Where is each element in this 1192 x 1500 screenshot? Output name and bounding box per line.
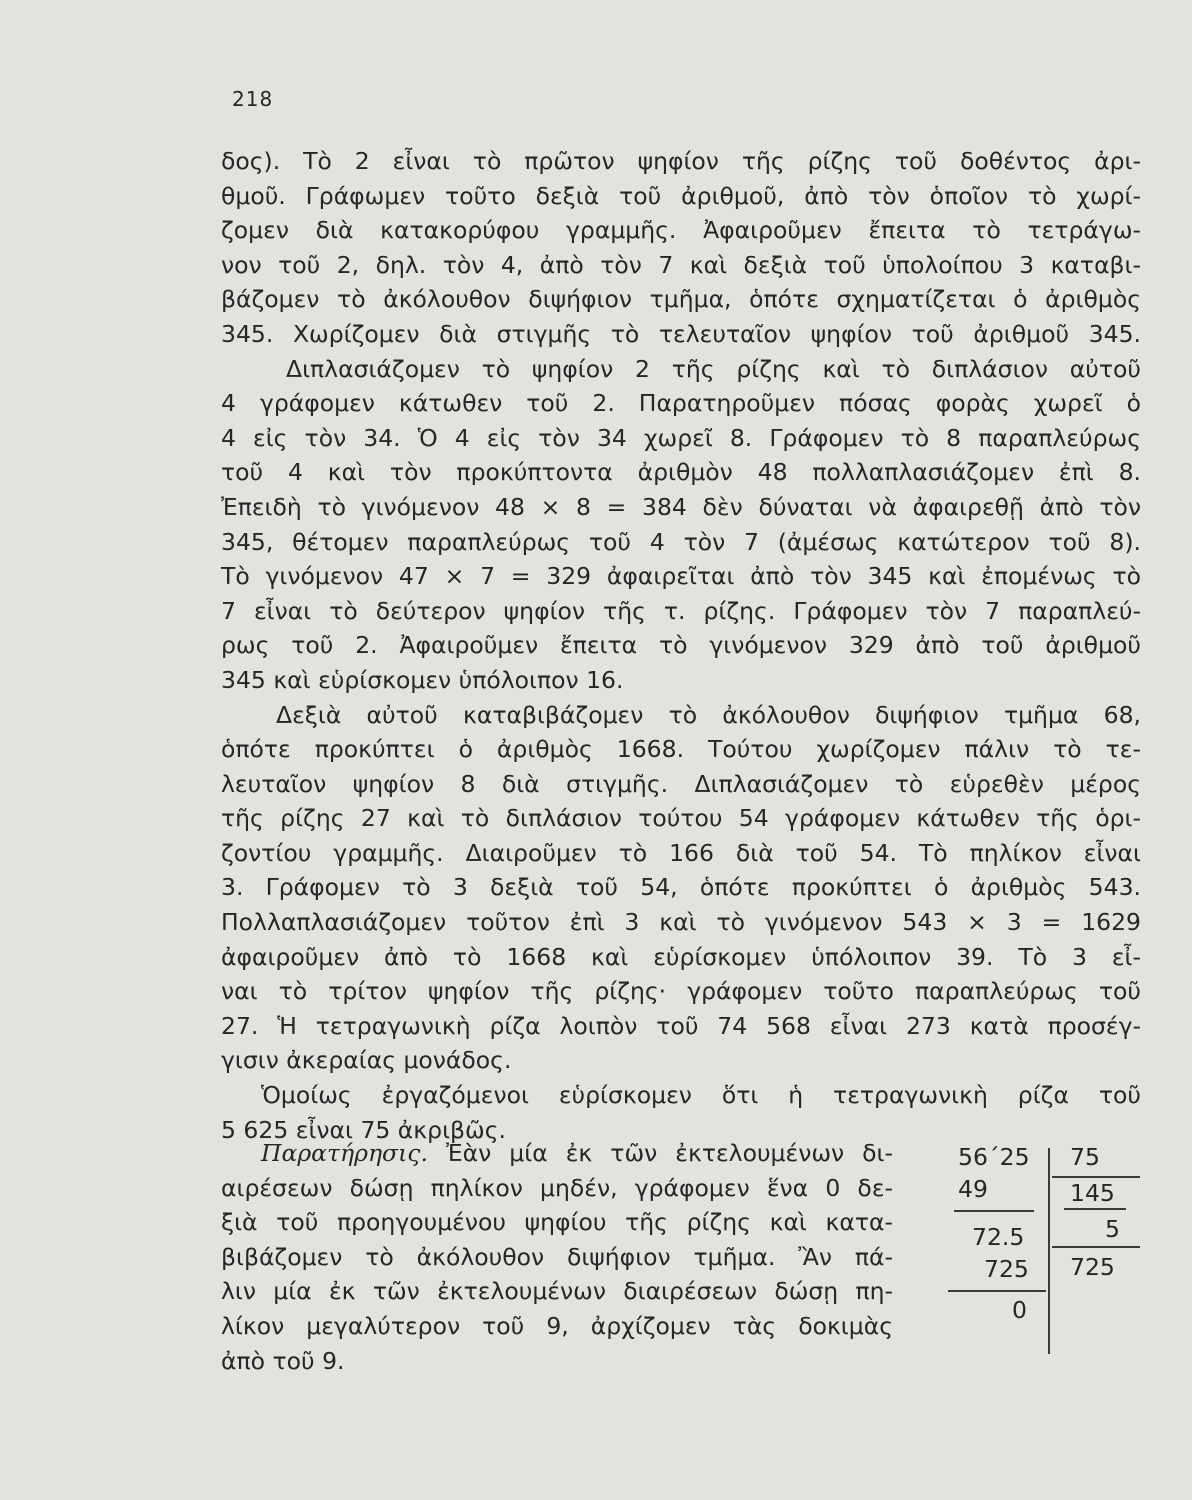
remark-line: λίκον μεγαλύτερον τοῦ 9, ἀρχίζομεν τὰς δοκιμὰς (221, 1311, 893, 1340)
right-rule (1064, 1208, 1126, 1210)
text-line: ζοντίου γραμμῆς. Διαιροῦμεν τὸ 166 διὰ τοῦ 54. Τὸ πηλίκον εἶναι (221, 838, 1141, 867)
text-line: 7 εἶναι τὸ δεύτερον ψηφίον τῆς τ. ρίζης. Γράφομεν τὸν 7 παραπλεύ- (221, 596, 1141, 625)
text-line: 4 εἰς τὸν 34. Ὁ 4 εἰς τὸν 34 χωρεῖ 8. Γράφομεν τὸ 8 παραπλεύρως (221, 423, 1141, 452)
page-number: 218 (232, 87, 274, 111)
radicand: 56΄25 (958, 1143, 1030, 1171)
text-line: τοῦ 4 καὶ τὸν προκύπτοντα ἀριθμὸν 48 πολλαπλασιάζομεν ἐπὶ 8. (221, 458, 1141, 487)
text-line: 345, θέτομεν παραπλεύρως τοῦ 4 τὸν 7 (ἀμέσως κατώτερον τοῦ 8). (221, 527, 1141, 556)
remark-paragraph (221, 1136, 893, 1378)
text-line: Ὁμοίως ἐργαζόμενοι εὑρίσκομεν ὅτι ἡ τετραγωνικὴ ρίζα τοῦ (261, 1081, 1141, 1110)
text-line: 4 γράφομεν κάτωθεν τοῦ 2. Παρατηροῦμεν πόσας φορὰς χωρεῖ ὁ (221, 389, 1141, 418)
text-line: βάζομεν τὸ ἀκόλουθον διψήφιον τμῆμα, ὁπότε σχηματίζεται ὁ ἀριθμὸς (221, 285, 1141, 314)
remark-line: βιβάζομεν τὸ ἀκόλουθον διψήφιον τμῆμα. Ἂν πά- (221, 1242, 893, 1271)
trial-divisor: 145 (1070, 1179, 1115, 1207)
text-line: 3. Γράφομεν τὸ 3 δεξιὰ τοῦ 54, ὁπότε προκύπτει ὁ ἀριθμὸς 543. (221, 873, 1141, 902)
remark-label: Παρατήρησις. (261, 1139, 428, 1167)
trial-digit: 5 (1105, 1215, 1120, 1243)
square-root-calculation (940, 1140, 1140, 1360)
remark-line: λιν μία ἐκ τῶν ἐκτελουμένων διαιρέσεων δώσῃ πη- (221, 1277, 893, 1306)
text-line: Πολλαπλασιάζομεν τοῦτον ἐπὶ 3 καὶ τὸ γινόμενον 543 × 3 = 1629 (221, 908, 1141, 937)
text-line: 345. Χωρίζομεν διὰ στιγμῆς τὸ τελευταῖον ψηφίον τοῦ ἀριθμοῦ 345. (221, 319, 1141, 348)
text-line: δος). Τὸ 2 εἶναι τὸ πρῶτον ψηφίον τῆς ρίζης τοῦ δοθέντος ἀρι- (221, 147, 1141, 175)
subtrahend: 49 (958, 1175, 988, 1203)
remark-first-line-text: Ἐὰν μία ἐκ τῶν ἐκτελουμένων δι- (445, 1139, 893, 1167)
text-line: γισιν ἀκεραίας μονάδος. (221, 1046, 512, 1075)
text-line: 345 καὶ εὑρίσκομεν ὑπόλοιπον 16. (221, 665, 624, 694)
right-rule (1052, 1246, 1140, 1248)
text-line: ναι τὸ τρίτον ψηφίον τῆς ρίζης· γράφομεν τοῦτο παραπλεύρως τοῦ (221, 977, 1141, 1006)
product: 725 (984, 1255, 1029, 1283)
text-line: Δεξιὰ αὐτοῦ καταβιβάζομεν τὸ ἀκόλουθον διψήφιον τμῆμα 68, (276, 700, 1141, 729)
text-line: λευταῖον ψηφίον 8 διὰ στιγμῆς. Διπλασιάζομεν τὸ εὑρεθὲν μέρος (221, 769, 1141, 798)
text-line: θμοῦ. Γράφωμεν τοῦτο δεξιὰ τοῦ ἀριθμοῦ, ἀπὸ τὸν ὁποῖον τὸ χωρί- (221, 181, 1141, 210)
text-line: ἀφαιροῦμεν ἀπὸ τὸ 1668 καὶ εὑρίσκομεν ὑπόλοιπον 39. Τὸ 3 εἶ- (221, 942, 1141, 971)
text-line: Διπλασιάζομεν τὸ ψηφίον 2 τῆς ρίζης καὶ τὸ διπλάσιον αὐτοῦ (286, 354, 1141, 383)
remainder: 72.5 (972, 1223, 1025, 1251)
remark-line: ἀπὸ τοῦ 9. (221, 1346, 345, 1375)
left-rule (954, 1210, 1034, 1212)
text-line: νον τοῦ 2, δηλ. τὸν 4, ἀπὸ τὸν 7 καὶ δεξιὰ τοῦ ὑπολοίπου 3 καταβι- (221, 250, 1141, 279)
vertical-rule (1048, 1148, 1050, 1354)
text-line: ὁπότε προκύπτει ὁ ἀριθμὸς 1668. Τούτου χωρίζομεν πάλιν τὸ τε- (221, 735, 1141, 764)
text-line: 27. Ἡ τετραγωνικὴ ρίζα λοιπὸν τοῦ 74 568 εἶναι 273 κατὰ προσέγ- (221, 1011, 1141, 1040)
root-result: 75 (1070, 1143, 1100, 1171)
text-line: Τὸ γινόμενον 47 × 7 = 329 ἀφαιρεῖται ἀπὸ τὸν 345 καὶ ἐπομένως τὸ (221, 562, 1141, 591)
text-line: τῆς ρίζης 27 καὶ τὸ διπλάσιον τούτου 54 γράφομεν κάτωθεν τῆς ὁρι- (221, 804, 1141, 833)
text-line: 5 625 εἶναι 75 ἀκριβῶς. (221, 1115, 506, 1144)
text-line: ζομεν διὰ κατακορύφου γραμμῆς. Ἀφαιροῦμεν ἔπειτα τὸ τετράγω- (221, 216, 1141, 245)
left-rule (948, 1290, 1046, 1292)
main-text (221, 144, 1141, 1147)
final-remainder: 0 (1012, 1296, 1027, 1324)
remark-first-line (221, 1136, 893, 1171)
remark-line: ξιὰ τοῦ προηγουμένου ψηφίου τῆς ρίζης καὶ κατα- (221, 1208, 893, 1237)
trial-product: 725 (1070, 1253, 1115, 1281)
remark-line: αιρέσεων δώσῃ πηλίκον μηδέν, γράφομεν ἕνα 0 δε- (221, 1173, 893, 1202)
text-line: ρως τοῦ 2. Ἀφαιροῦμεν ἔπειτα τὸ γινόμενον 329 ἀπὸ τοῦ ἀριθμοῦ (221, 631, 1141, 660)
text-line: Ἐπειδὴ τὸ γινόμενον 48 × 8 = 384 δὲν δύναται νὰ ἀφαιρεθῇ ἀπὸ τὸν (221, 492, 1141, 521)
